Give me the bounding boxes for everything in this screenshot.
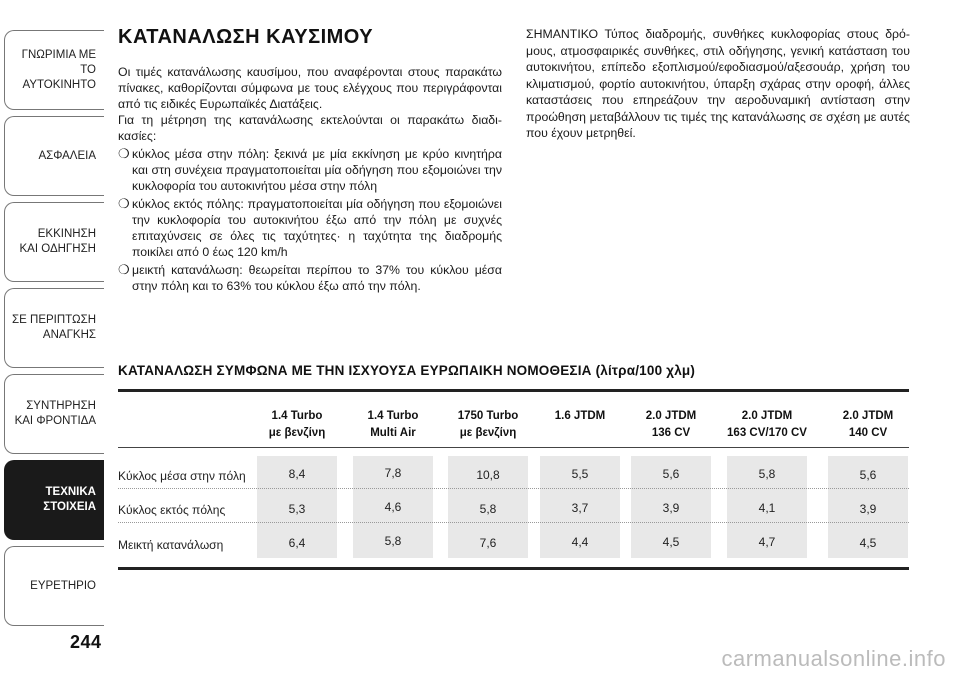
column-header (443, 408, 533, 442)
column-header (626, 408, 716, 442)
tab-label: ΑΝΑΓΚΗΣ (42, 329, 96, 341)
column-header-line: 136 CV (651, 427, 691, 439)
table-title: ΚΑΤΑΝΑΛΩΣΗ ΣΥΜΦΩΝΑ ΜΕ ΤΗΝ ΙΣΧΥΟΥΣΑ ΕΥΡΩΠΑΙΚΗ ΝΟΜΟΘΕΣΙΑ (λίτρα/100 χλμ) (118, 363, 696, 378)
column-header-line: 1.4 Turbo (367, 410, 419, 422)
table-top-rule (118, 389, 909, 392)
tab-label: ΣΕ ΠΕΡΙΠΤΩΣΗ (12, 314, 96, 326)
column-header (535, 408, 625, 425)
list-item (118, 196, 502, 260)
column-header (722, 408, 812, 442)
table-cell: 7,6 (479, 536, 497, 550)
row-divider (118, 488, 909, 489)
tab-starting-driving[interactable] (4, 202, 104, 282)
column-header-line: 163 CV/170 CV (727, 427, 807, 439)
table-cell: 5,6 (662, 467, 680, 481)
column-header-line: 1.4 Turbo (271, 410, 323, 422)
section-title: ΚΑΤΑΝΑΛΩΣΗ ΚΑΥΣΙΜΟΥ (118, 26, 374, 48)
column-header-line: 2.0 JTDM (645, 410, 697, 422)
column-header-line: 2.0 JTDM (741, 410, 793, 422)
tab-safety[interactable] (4, 116, 104, 196)
tab-label: ΣΥΝΤΗΡΗΣΗ (26, 400, 96, 412)
table-cell: 4,5 (859, 536, 877, 550)
tab-index[interactable] (4, 546, 104, 626)
table-cell: 4,4 (571, 535, 589, 549)
table-cell: 5,6 (859, 468, 877, 482)
intro-paragraph: Οι τιμές κατανάλωσης καυσίμου, που αναφέρονται στους παρακάτω πίνακες, καθορίζονται σύμφωνα με τους ελέγχους που περιγράφονται από τις ειδικές Ευρωπαϊκές Διατάξεις. (118, 65, 502, 111)
table-cell: 5,8 (384, 534, 402, 548)
intro-paragraph-2: Για τη μέτρηση της κατανάλωσης εκτελούνται οι παρακάτω διαδικασίες: (118, 113, 502, 143)
table-cell: 4,5 (662, 535, 680, 549)
row-divider (118, 522, 909, 523)
bullet-text: μεικτή κατανάλωση: θεωρείται περίπου το 37% του κύκλου μέσα στην πόλη και το 63% του κύκλου έξω από την πόλη. (132, 263, 502, 293)
column-header-line: 1.6 JTDM (554, 410, 606, 422)
column-header (823, 408, 913, 442)
bullet-text: κύκλος εκτός πόλης: πραγματοποιείται μία οδήγηση που εξομοιώνει την κυκλοφορία του αυτοκινήτου έξω από την πόλη με συχνές επιταχύνσεις σε όλες τις ταχύτητες· η ταχύτητα της διαδρομής ποικίλει από 0 έως 120 km/h (132, 197, 502, 259)
table-cell: 10,8 (476, 468, 500, 482)
row-label: Μεικτή κατανάλωση (118, 538, 224, 552)
chapter-sidebar (0, 0, 108, 640)
bullet-circle-icon: ❍ (118, 262, 130, 277)
row-label: Κύκλος εκτός πόλης (118, 503, 226, 517)
table-bottom-rule (118, 567, 909, 570)
table-cell: 5,5 (571, 467, 589, 481)
tab-getting-to-know-car[interactable] (4, 30, 104, 110)
row-label: Κύκλος μέσα στην πόλη (118, 469, 246, 483)
column-header (348, 408, 438, 442)
table-cell: 3,9 (859, 502, 877, 516)
table-cell: 4,6 (384, 500, 402, 514)
tab-label: ΑΣΦΑΛΕΙΑ (38, 149, 96, 162)
column-header-line: 140 CV (848, 427, 888, 439)
tab-maintenance[interactable] (4, 374, 104, 454)
tab-label: ΓΝΩΡΙΜΙΑ ΜΕ ΤΟ (21, 48, 96, 76)
table-cell: 3,7 (571, 501, 589, 515)
page-number: 244 (70, 632, 102, 652)
column-header-line: με βενζίνη (268, 427, 326, 439)
bullet-circle-icon: ❍ (118, 146, 130, 161)
table-cell: 7,8 (384, 466, 402, 480)
important-note: ΣΗΜΑΝΤΙΚΟ Τύπος διαδρομής, συνθήκες κυκλοφορίας στους δρόμους, ατμοσφαιρικές συνθήκες, στιλ οδήγησης, γενική κατάσταση του αυτοκινήτου, επίπεδο εξοπλισμού/εφοδιασμού/αξεσουάρ, χρήση του κλιματισμού, φορτίο αυτοκινήτου, ύπαρξη σχάρας στην οροφή, άλλες καταστάσεις που επηρεάζουν την αεροδυναμική αντίσταση στην προώθηση μεταβάλλουν τις τιμές της κατανάλωσης σε σχέση με αυτές που έχουν μετρηθεί. (526, 27, 910, 140)
bullet-text: κύκλος μέσα στην πόλη: ξεκινά με μία εκκίνηση με κρύο κινητήρα και στη συνέχεια πραγματοποιείται μία οδήγηση που εξομοιώνει την κυκλοφορία του αυτοκινήτου μέσα στην πόλη (132, 147, 502, 193)
list-item (118, 146, 502, 194)
tab-label: ΚΑΙ ΦΡΟΝΤΙΔΑ (14, 415, 96, 427)
tab-label: ΤΕΧΝΙΚΑ (45, 486, 96, 498)
tab-label: ΣΤΟΙΧΕΙΑ (43, 501, 96, 513)
column-header (252, 408, 342, 442)
tab-label: ΚΑΙ ΟΔΗΓΗΣΗ (19, 243, 96, 255)
table-cell: 3,9 (662, 501, 680, 515)
table-cell: 4,7 (758, 535, 776, 549)
watermark: carmanualsonline.info (721, 646, 946, 671)
column-header-line: Multi Air (370, 427, 416, 439)
table-cell: 5,3 (288, 502, 306, 516)
list-item (118, 262, 502, 294)
left-column (118, 64, 502, 294)
column-header-line: 1750 Turbo (457, 410, 519, 422)
tab-emergency[interactable] (4, 288, 104, 368)
tab-label: ΑΥΤΟΚΙΝΗΤΟ (22, 78, 96, 91)
tab-label: ΕΚΚΙΝΗΣΗ (37, 228, 96, 240)
tab-technical-data[interactable] (4, 460, 104, 540)
table-cell: 5,8 (479, 502, 497, 516)
table-cell: 8,4 (288, 467, 306, 481)
table-cell: 5,8 (758, 467, 776, 481)
table-cell: 6,4 (288, 536, 306, 550)
table-cell: 4,1 (758, 501, 776, 515)
column-header-line: 2.0 JTDM (842, 410, 894, 422)
table-header-rule (118, 447, 909, 448)
column-header-line: με βενζίνη (459, 427, 517, 439)
bullet-circle-icon: ❍ (118, 196, 130, 211)
tab-label: ΕΥΡΕΤΗΡΙΟ (30, 579, 96, 592)
